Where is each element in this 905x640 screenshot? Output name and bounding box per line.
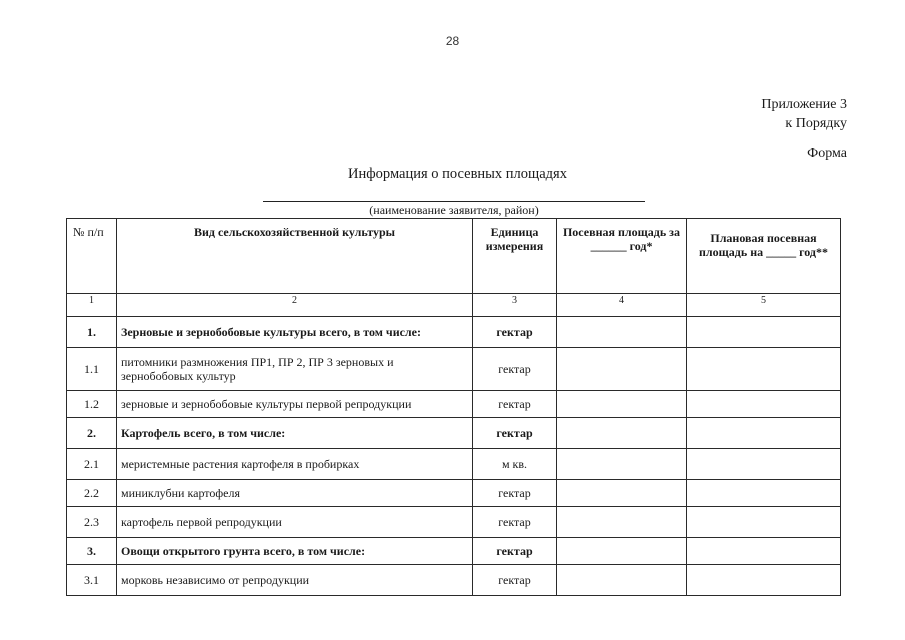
appendix-reference (761, 95, 847, 133)
row-crop-name: Картофель всего, в том числе: (117, 418, 473, 449)
row-sown-area-cell (557, 348, 687, 391)
row-crop-name: питомники размножения ПР1, ПР 2, ПР 3 зерновых и зернобобовых культур (117, 348, 473, 391)
applicant-caption: (наименование заявителя, район) (369, 203, 539, 217)
table-header-row (67, 219, 841, 294)
row-crop-name: морковь независимо от репродукции (117, 565, 473, 596)
row-planned-area-cell (687, 317, 841, 348)
row-number: 3.1 (67, 565, 117, 596)
row-number: 1. (67, 317, 117, 348)
row-unit: гектар (473, 507, 557, 538)
row-crop-name: картофель первой репродукции (117, 507, 473, 538)
table-row (67, 565, 841, 596)
row-planned-area-cell (687, 565, 841, 596)
row-crop-name: Зерновые и зернобобовые культуры всего, в том числе: (117, 317, 473, 348)
row-unit: гектар (473, 391, 557, 418)
row-number: 3. (67, 538, 117, 565)
row-planned-area-cell (687, 507, 841, 538)
row-unit: гектар (473, 480, 557, 507)
table-row (67, 391, 841, 418)
row-sown-area-cell (557, 418, 687, 449)
header-crop-type: Вид сельскохозяйственной культуры (117, 219, 473, 294)
page-number: 28 (445, 34, 460, 48)
row-unit: гектар (473, 538, 557, 565)
row-number: 2.3 (67, 507, 117, 538)
applicant-name-line (263, 201, 645, 202)
appendix-line-2: к Порядку (785, 116, 847, 131)
row-sown-area-cell (557, 317, 687, 348)
header-unit: Единица измерения (473, 219, 557, 294)
row-crop-name: меристемные растения картофеля в пробирках (117, 449, 473, 480)
row-planned-area-cell (687, 480, 841, 507)
form-label: Форма (807, 146, 847, 161)
table-row (67, 538, 841, 565)
row-crop-name: миниклубни картофеля (117, 480, 473, 507)
table-row (67, 507, 841, 538)
row-planned-area-cell (687, 449, 841, 480)
row-number: 2.2 (67, 480, 117, 507)
row-unit: гектар (473, 418, 557, 449)
row-crop-name: зерновые и зернобобовые культуры первой репродукции (117, 391, 473, 418)
appendix-line-1: Приложение 3 (761, 97, 847, 112)
row-sown-area-cell (557, 391, 687, 418)
table-row (67, 449, 841, 480)
header-sown-area: Посевная площадь за ______ год* (557, 219, 687, 294)
document-title: Информация о посевных площадях (348, 166, 567, 182)
row-unit: гектар (473, 348, 557, 391)
row-unit: м кв. (473, 449, 557, 480)
column-number: 5 (687, 294, 841, 317)
column-number: 3 (473, 294, 557, 317)
row-planned-area-cell (687, 348, 841, 391)
table-row (67, 348, 841, 391)
row-sown-area-cell (557, 565, 687, 596)
row-sown-area-cell (557, 507, 687, 538)
row-sown-area-cell (557, 449, 687, 480)
column-number-row (67, 294, 841, 317)
row-planned-area-cell (687, 418, 841, 449)
sown-area-table (66, 218, 840, 596)
table-row (67, 418, 841, 449)
header-planned-area: Плановая посевная площадь на _____ год** (687, 219, 841, 294)
row-sown-area-cell (557, 480, 687, 507)
column-number: 4 (557, 294, 687, 317)
row-number: 2.1 (67, 449, 117, 480)
row-number: 2. (67, 418, 117, 449)
row-number: 1.2 (67, 391, 117, 418)
table-row (67, 317, 841, 348)
row-planned-area-cell (687, 391, 841, 418)
row-planned-area-cell (687, 538, 841, 565)
row-number: 1.1 (67, 348, 117, 391)
row-sown-area-cell (557, 538, 687, 565)
row-unit: гектар (473, 317, 557, 348)
row-unit: гектар (473, 565, 557, 596)
table-row (67, 480, 841, 507)
row-crop-name: Овощи открытого грунта всего, в том числе: (117, 538, 473, 565)
column-number: 2 (117, 294, 473, 317)
column-number: 1 (67, 294, 117, 317)
header-number: № п/п (67, 219, 117, 294)
